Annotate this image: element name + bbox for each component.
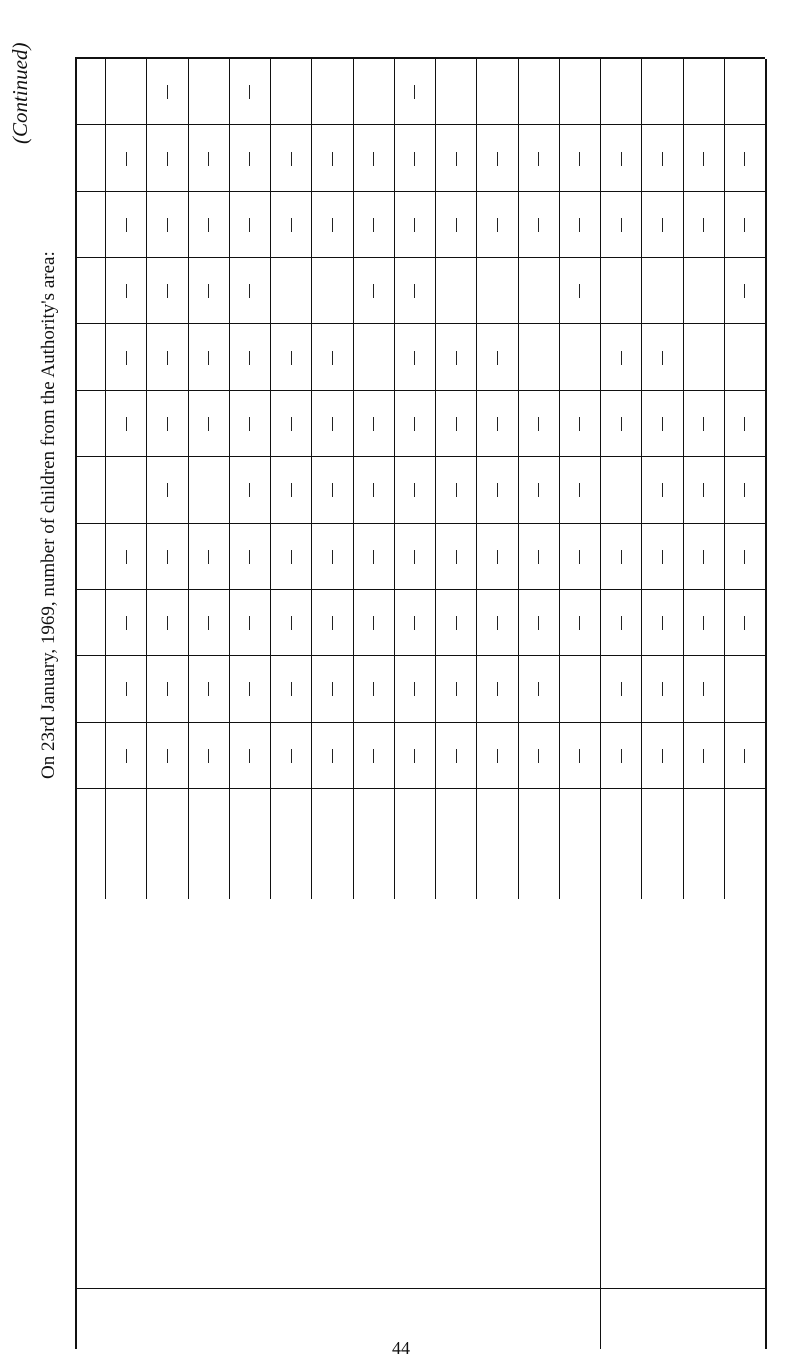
empty-dash — [414, 85, 415, 99]
empty-dash — [126, 152, 127, 166]
empty-dash — [662, 417, 663, 431]
row-separator — [683, 59, 684, 899]
empty-dash — [373, 284, 374, 298]
empty-dash — [208, 749, 209, 763]
empty-dash — [414, 682, 415, 696]
empty-dash — [291, 351, 292, 365]
empty-dash — [662, 483, 663, 497]
empty-dash — [373, 550, 374, 564]
table-border-bottom — [765, 59, 767, 1349]
empty-dash — [579, 483, 580, 497]
empty-dash — [249, 550, 250, 564]
empty-dash — [538, 682, 539, 696]
empty-dash — [497, 218, 498, 232]
empty-dash — [373, 682, 374, 696]
empty-dash — [621, 417, 622, 431]
continued-label: (Continued) — [8, 42, 32, 144]
empty-dash — [456, 616, 457, 630]
empty-dash — [538, 483, 539, 497]
column-separator — [75, 523, 765, 524]
empty-dash — [456, 417, 457, 431]
empty-dash — [208, 284, 209, 298]
empty-dash — [744, 218, 745, 232]
row-separator — [600, 59, 601, 899]
empty-dash — [126, 351, 127, 365]
table-heading: On 23rd January, 1969, number of children from the Authority's area: — [38, 251, 59, 779]
row-separator — [146, 59, 147, 899]
empty-dash — [456, 749, 457, 763]
page-number: 44 — [392, 1338, 410, 1358]
empty-dash — [208, 351, 209, 365]
empty-dash — [414, 218, 415, 232]
empty-dash — [579, 550, 580, 564]
empty-dash — [662, 682, 663, 696]
empty-dash — [373, 417, 374, 431]
empty-dash — [167, 152, 168, 166]
empty-dash — [167, 682, 168, 696]
row-separator — [270, 59, 271, 899]
empty-dash — [456, 152, 457, 166]
empty-dash — [332, 749, 333, 763]
empty-dash — [744, 152, 745, 166]
empty-dash — [126, 616, 127, 630]
column-separator — [75, 323, 765, 324]
empty-dash — [208, 616, 209, 630]
empty-dash — [167, 417, 168, 431]
empty-dash — [249, 749, 250, 763]
empty-dash — [291, 682, 292, 696]
empty-dash — [167, 284, 168, 298]
empty-dash — [291, 550, 292, 564]
empty-dash — [744, 749, 745, 763]
empty-dash — [249, 284, 250, 298]
empty-dash — [208, 682, 209, 696]
empty-dash — [497, 550, 498, 564]
empty-dash — [249, 682, 250, 696]
empty-dash — [662, 550, 663, 564]
empty-dash — [332, 218, 333, 232]
empty-dash — [414, 483, 415, 497]
empty-dash — [744, 616, 745, 630]
column-separator — [75, 124, 765, 125]
column-separator — [75, 655, 765, 656]
empty-dash — [332, 616, 333, 630]
empty-dash — [373, 152, 374, 166]
column-separator — [75, 456, 765, 457]
empty-dash — [332, 152, 333, 166]
empty-dash — [579, 417, 580, 431]
empty-dash — [126, 550, 127, 564]
empty-dash — [538, 749, 539, 763]
empty-dash — [579, 152, 580, 166]
empty-dash — [621, 616, 622, 630]
row-separator — [229, 59, 230, 899]
empty-dash — [167, 749, 168, 763]
empty-dash — [414, 284, 415, 298]
empty-dash — [332, 417, 333, 431]
empty-dash — [497, 616, 498, 630]
empty-dash — [497, 351, 498, 365]
empty-dash — [167, 483, 168, 497]
empty-dash — [291, 483, 292, 497]
table-border-top — [75, 59, 77, 1349]
empty-dash — [744, 483, 745, 497]
empty-dash — [208, 218, 209, 232]
empty-dash — [538, 218, 539, 232]
row-separator — [311, 59, 312, 899]
empty-dash — [456, 218, 457, 232]
row-separator — [724, 59, 725, 899]
empty-dash — [373, 749, 374, 763]
empty-dash — [662, 218, 663, 232]
empty-dash — [332, 550, 333, 564]
empty-dash — [332, 682, 333, 696]
empty-dash — [456, 351, 457, 365]
empty-dash — [414, 417, 415, 431]
empty-dash — [579, 749, 580, 763]
row-separator — [476, 59, 477, 899]
empty-dash — [249, 417, 250, 431]
empty-dash — [456, 682, 457, 696]
empty-dash — [208, 550, 209, 564]
empty-dash — [579, 616, 580, 630]
empty-dash — [332, 483, 333, 497]
empty-dash — [126, 218, 127, 232]
empty-dash — [621, 152, 622, 166]
column-separator — [75, 589, 765, 590]
row-separator — [559, 59, 560, 899]
row-separator — [105, 59, 106, 899]
empty-dash — [703, 616, 704, 630]
empty-dash — [291, 152, 292, 166]
empty-dash — [167, 616, 168, 630]
empty-dash — [373, 483, 374, 497]
empty-dash — [703, 218, 704, 232]
empty-dash — [538, 550, 539, 564]
empty-dash — [703, 483, 704, 497]
empty-dash — [497, 417, 498, 431]
empty-dash — [167, 351, 168, 365]
empty-dash — [126, 749, 127, 763]
table-border-right — [75, 57, 765, 59]
empty-dash — [291, 417, 292, 431]
empty-dash — [373, 218, 374, 232]
row-separator — [641, 59, 642, 899]
row-separator — [394, 59, 395, 899]
empty-dash — [456, 483, 457, 497]
empty-dash — [373, 616, 374, 630]
empty-dash — [126, 417, 127, 431]
column-separator — [75, 191, 765, 192]
empty-dash — [456, 550, 457, 564]
column-separator — [75, 722, 765, 723]
empty-dash — [249, 351, 250, 365]
empty-dash — [208, 152, 209, 166]
empty-dash — [249, 152, 250, 166]
label-col-divider — [75, 1288, 765, 1289]
empty-dash — [126, 284, 127, 298]
empty-dash — [167, 85, 168, 99]
empty-dash — [497, 483, 498, 497]
empty-dash — [744, 550, 745, 564]
empty-dash — [703, 749, 704, 763]
empty-dash — [167, 218, 168, 232]
empty-dash — [414, 351, 415, 365]
empty-dash — [414, 616, 415, 630]
empty-dash — [538, 417, 539, 431]
empty-dash — [126, 682, 127, 696]
empty-dash — [662, 749, 663, 763]
empty-dash — [249, 483, 250, 497]
empty-dash — [662, 152, 663, 166]
empty-dash — [703, 152, 704, 166]
empty-dash — [497, 682, 498, 696]
empty-dash — [291, 749, 292, 763]
empty-dash — [579, 284, 580, 298]
row-separator — [353, 59, 354, 899]
empty-dash — [744, 284, 745, 298]
empty-dash — [703, 682, 704, 696]
empty-dash — [703, 417, 704, 431]
empty-dash — [621, 749, 622, 763]
column-separator — [75, 390, 765, 391]
empty-dash — [167, 550, 168, 564]
row-separator — [518, 59, 519, 899]
empty-dash — [249, 218, 250, 232]
empty-dash — [662, 351, 663, 365]
data-table — [75, 59, 765, 1349]
column-separator — [75, 257, 765, 258]
empty-dash — [621, 218, 622, 232]
empty-dash — [414, 749, 415, 763]
empty-dash — [497, 152, 498, 166]
empty-dash — [414, 152, 415, 166]
empty-dash — [249, 616, 250, 630]
empty-dash — [497, 749, 498, 763]
section-divider — [600, 899, 601, 1349]
empty-dash — [621, 351, 622, 365]
empty-dash — [414, 550, 415, 564]
empty-dash — [579, 218, 580, 232]
empty-dash — [538, 152, 539, 166]
empty-dash — [249, 85, 250, 99]
empty-dash — [621, 550, 622, 564]
empty-dash — [662, 616, 663, 630]
row-separator — [188, 59, 189, 899]
empty-dash — [208, 417, 209, 431]
empty-dash — [291, 218, 292, 232]
empty-dash — [538, 616, 539, 630]
empty-dash — [744, 417, 745, 431]
column-separator — [75, 788, 765, 789]
empty-dash — [621, 682, 622, 696]
empty-dash — [291, 616, 292, 630]
row-separator — [435, 59, 436, 899]
empty-dash — [332, 351, 333, 365]
empty-dash — [703, 550, 704, 564]
